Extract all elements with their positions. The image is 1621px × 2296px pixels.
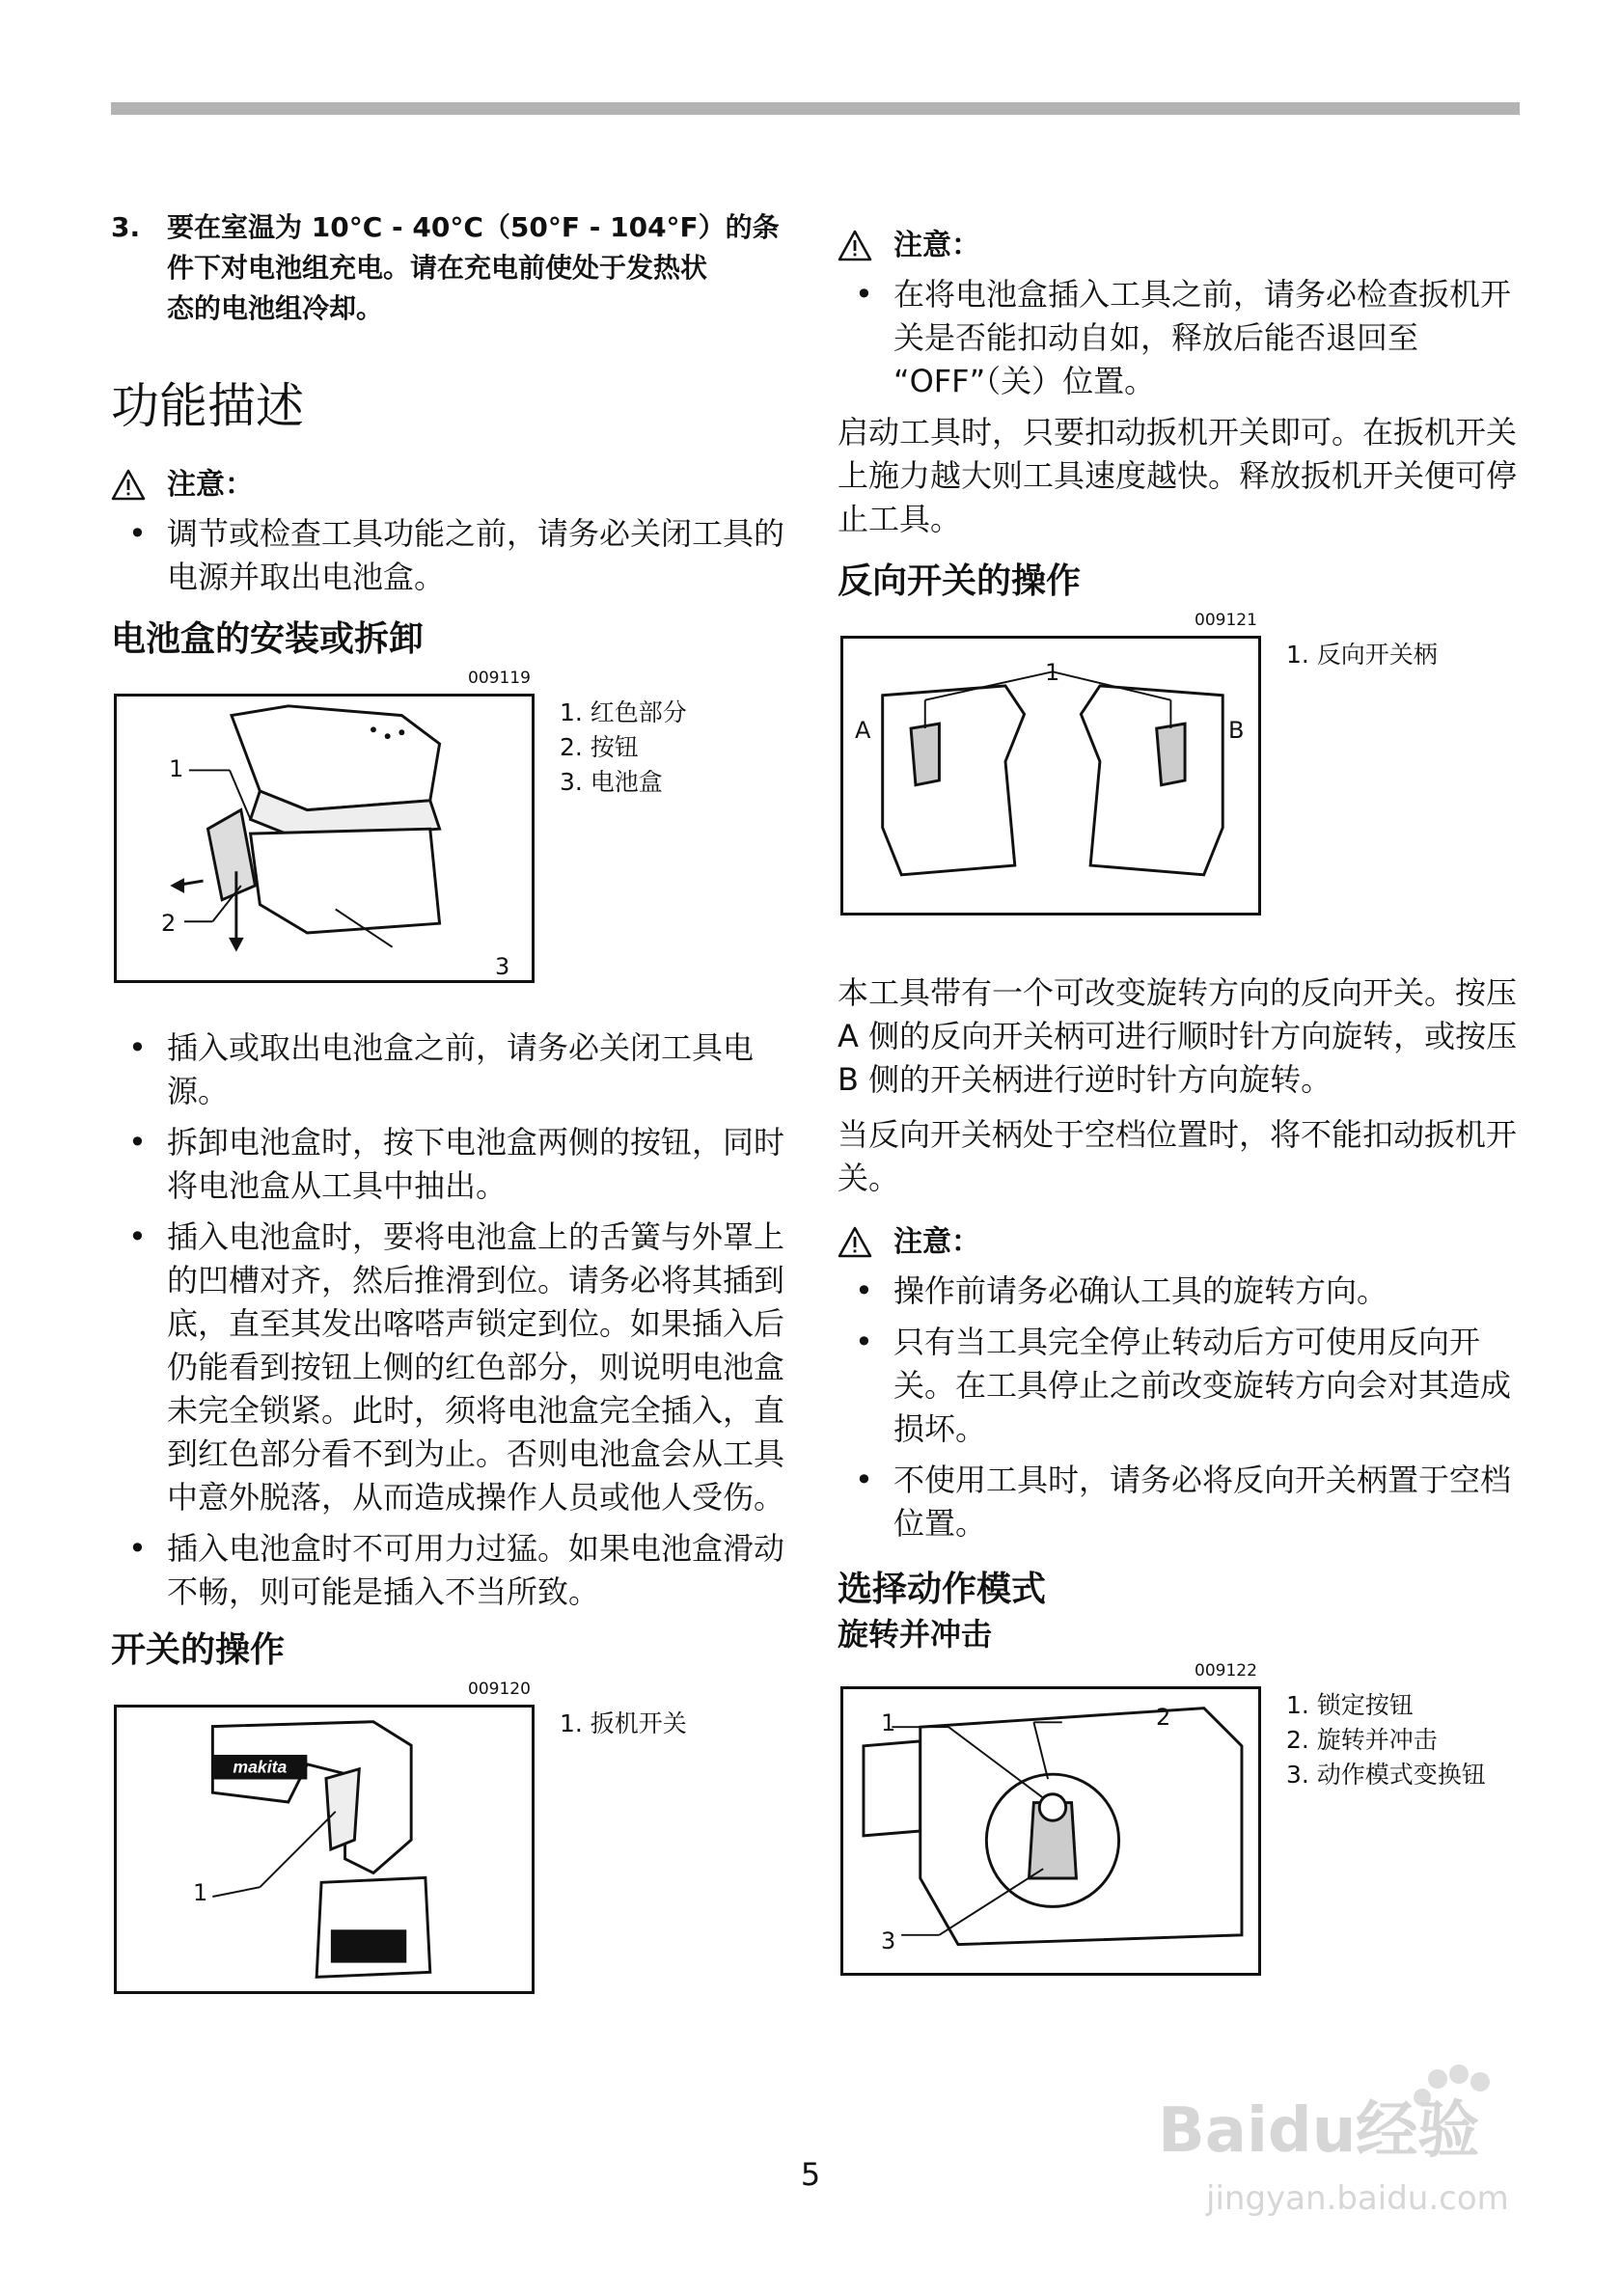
caution-heading bbox=[838, 1221, 1518, 1264]
battery-section-title: 电池盒的安装或拆卸 bbox=[111, 619, 425, 659]
figure-frame bbox=[114, 694, 535, 983]
caution-heading bbox=[111, 464, 791, 506]
bullet-dot: • bbox=[855, 276, 873, 313]
reverse-paragraph: 本工具带有一个可改变旋转方向的反向开关。按压 A 侧的反向开关柄可进行顺时针方向旋转，或按压 B 侧的开关柄进行逆时针方向旋转。 bbox=[838, 974, 1518, 1098]
reverse-paragraph: 当反向开关柄处于空档位置时，将不能扣动扳机开关。 bbox=[838, 1116, 1518, 1196]
figure-frame bbox=[840, 1686, 1261, 1976]
figure-code: 009120 bbox=[468, 1680, 531, 1699]
bullet-text: 插入电池盒时，要将电池盒上的舌簧与外罩上的凹槽对齐，然后推滑到位。请务必将其插到底，直至其发出喀嗒声锁定到位。如果插入后仍能看到按钮上侧的红色部分，则说明电池盒未完全锁紧。此时，须将电池盒完全插入，直到红色部分看不到为止。否则电池盒会从工具中意外脱落，从而造成操作人员或他人受伤。 bbox=[167, 1218, 785, 1516]
caution-bullet bbox=[838, 273, 1518, 403]
bullet-dot: • bbox=[128, 1218, 147, 1255]
battery-illustration bbox=[117, 697, 532, 980]
bullet-text: 插入或取出电池盒之前，请务必关闭工具电源。 bbox=[167, 1029, 755, 1109]
item-line: 态的电池组冷却。 bbox=[167, 292, 384, 324]
brand-logo: makita bbox=[233, 1757, 288, 1777]
caution-label: 注意： bbox=[167, 468, 254, 502]
switch-figure bbox=[111, 1680, 791, 2003]
battery-bullet bbox=[111, 1121, 791, 1208]
figure-code: 009122 bbox=[1195, 1661, 1257, 1681]
warning-triangle-icon bbox=[838, 229, 872, 263]
caution-bullet bbox=[838, 1459, 1518, 1545]
bullet-text: 插入电池盒时不可用力过猛。如果电池盒滑动不畅，则可能是插入不当所致。 bbox=[167, 1530, 785, 1610]
item-line: 件下对电池组充电。请在充电前使处于发热状 bbox=[167, 252, 708, 284]
caution-label: 注意： bbox=[893, 229, 980, 262]
baidu-watermark bbox=[1148, 2045, 1534, 2238]
watermark-logo: Baidu经验 bbox=[1158, 2095, 1480, 2167]
figure-label-2: 2 bbox=[161, 910, 177, 937]
mode-figure bbox=[838, 1661, 1518, 1984]
figure-label-1: 1 bbox=[169, 755, 184, 782]
header-rule bbox=[111, 102, 1520, 115]
legend-item: 2. 按钮 bbox=[560, 733, 639, 761]
battery-bullet bbox=[111, 1527, 791, 1614]
figure-label-3: 3 bbox=[881, 1927, 896, 1954]
item-number: 3. bbox=[111, 211, 141, 243]
figure-legend bbox=[560, 1707, 687, 1741]
legend-item: 3. 动作模式变换钮 bbox=[1286, 1761, 1486, 1789]
bullet-text: 只有当工具完全停止转动后方可使用反向开关。在工具停止之前改变旋转方向会对其造成损坏。 bbox=[893, 1324, 1512, 1447]
page-number: 5 bbox=[800, 2156, 821, 2193]
caution-bullet bbox=[838, 1321, 1518, 1451]
figure-frame bbox=[114, 1705, 535, 1994]
legend-item: 2. 旋转并冲击 bbox=[1286, 1726, 1438, 1754]
trigger-paragraph: 启动工具时，只要扣动扳机开关即可。在扳机开关上施力越大则工具速度越快。释放扳机开关便可停止工具。 bbox=[838, 414, 1518, 537]
figure-code: 009121 bbox=[1195, 611, 1257, 630]
bullet-dot: • bbox=[128, 1029, 147, 1066]
spacer bbox=[838, 931, 1518, 971]
bullet-dot: • bbox=[855, 1462, 873, 1498]
mode-selector-illustration bbox=[843, 1689, 1258, 1973]
figure-label-1: 1 bbox=[1045, 659, 1060, 686]
warning-triangle-icon bbox=[111, 468, 146, 503]
legend-item: 1. 扳机开关 bbox=[560, 1709, 687, 1737]
watermark-url: jingyan.baidu.com bbox=[1206, 2179, 1509, 2218]
bullet-dot: • bbox=[855, 1324, 873, 1360]
bullet-text: 在将电池盒插入工具之前，请务必检查扳机开关是否能扣动自如，释放后能否退回至 “OFF”（关）位置。 bbox=[893, 276, 1512, 399]
figure-label-A: A bbox=[855, 717, 871, 744]
figure-code: 009119 bbox=[468, 669, 531, 688]
bullet-dot: • bbox=[128, 1124, 147, 1161]
section-title: 功能描述 bbox=[111, 378, 304, 434]
figure-label-1: 1 bbox=[193, 1879, 208, 1906]
figure-legend bbox=[1286, 638, 1438, 672]
mode-section-title: 选择动作模式 bbox=[838, 1570, 1047, 1609]
bullet-dot: • bbox=[128, 515, 147, 552]
legend-item: 1. 反向开关柄 bbox=[1286, 641, 1438, 669]
item-text bbox=[167, 207, 780, 329]
switch-section-title: 开关的操作 bbox=[111, 1630, 286, 1670]
figure-label-3: 3 bbox=[495, 953, 510, 980]
bullet-text: 拆卸电池盒时，按下电池盒两侧的按钮，同时将电池盒从工具中抽出。 bbox=[167, 1124, 785, 1204]
caution-bullet bbox=[111, 512, 791, 599]
legend-item: 1. 锁定按钮 bbox=[1286, 1691, 1414, 1719]
trigger-illustration bbox=[117, 1708, 532, 1991]
battery-figure bbox=[111, 669, 791, 992]
legend-item: 3. 电池盒 bbox=[560, 768, 663, 796]
bullet-text: 操作前请务必确认工具的旋转方向。 bbox=[893, 1272, 1388, 1309]
right-column bbox=[838, 207, 1518, 2006]
reverse-figure bbox=[838, 611, 1518, 910]
warning-triangle-icon bbox=[838, 1225, 872, 1260]
bullet-text: 调节或检查工具功能之前，请务必关闭工具的电源并取出电池盒。 bbox=[167, 515, 785, 595]
battery-bullet bbox=[111, 1216, 791, 1519]
item-line: 要在室温为 10°C - 40°C（50°F - 104°F）的条 bbox=[167, 211, 780, 243]
caution-bullet bbox=[838, 1270, 1518, 1313]
bullet-dot: • bbox=[855, 1272, 873, 1309]
charging-note bbox=[111, 207, 791, 329]
caution-label: 注意： bbox=[893, 1225, 980, 1259]
reverse-section-title: 反向开关的操作 bbox=[838, 561, 1082, 601]
figure-label-2: 2 bbox=[1156, 1704, 1171, 1731]
figure-legend bbox=[560, 696, 687, 800]
figure-legend bbox=[1286, 1688, 1486, 1792]
left-column bbox=[111, 207, 791, 2024]
figure-label-1: 1 bbox=[881, 1709, 896, 1736]
caution-heading bbox=[838, 225, 1518, 267]
mode-subtitle: 旋转并冲击 bbox=[838, 1616, 993, 1653]
figure-label-B: B bbox=[1228, 717, 1245, 744]
bullet-dot: • bbox=[128, 1530, 147, 1567]
spacer bbox=[111, 1013, 791, 1026]
battery-bullet bbox=[111, 1026, 791, 1113]
bullet-text: 不使用工具时，请务必将反向开关柄置于空档位置。 bbox=[893, 1462, 1512, 1542]
legend-item: 1. 红色部分 bbox=[560, 698, 687, 726]
